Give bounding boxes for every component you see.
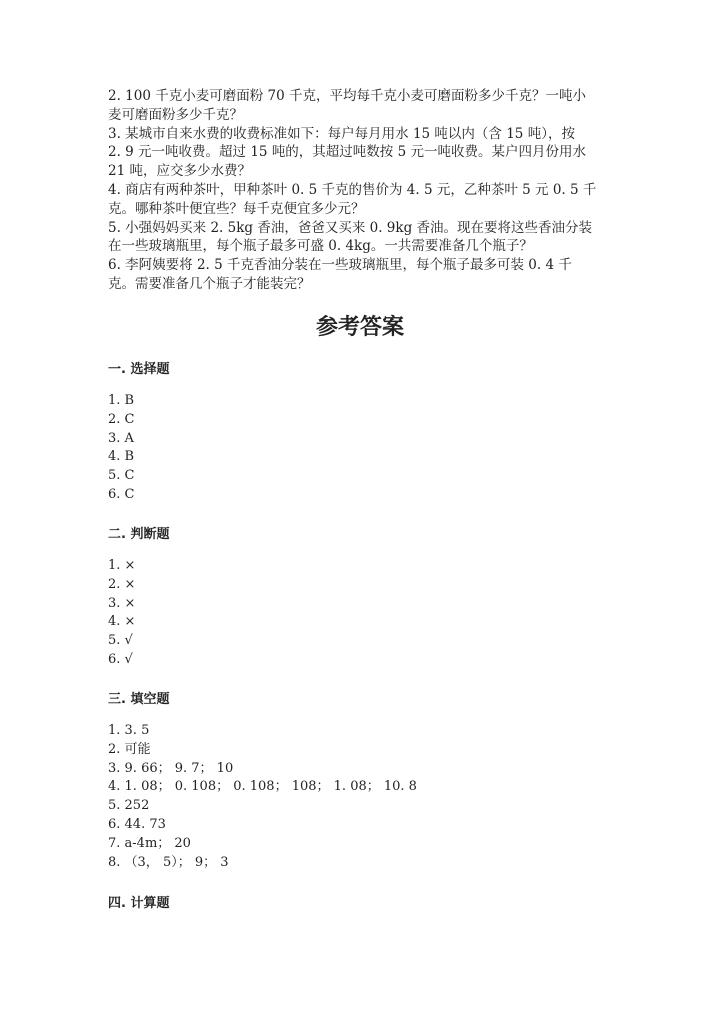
- choice-answers: [108, 392, 134, 505]
- question-line: 2. 100 千克小麦可磨面粉 70 千克，平均每千克小麦可磨面粉多少千克？一吨小: [108, 88, 586, 104]
- question-line: 5. 小强妈妈买来 2. 5kg 香油，爸爸又买来 0. 9kg 香油。现在要将这些香油分装: [108, 219, 593, 236]
- question-line: 2. 9 元一吨收费。超过 15 吨的，其超过吨数按 5 元一吨收费。某户四月份用水: [108, 144, 586, 161]
- answer-item: 2. 可能: [108, 741, 151, 757]
- question-line: 4. 商店有两种茶叶，甲种茶叶 0. 5 千克的售价为 4. 5 元，乙种茶叶 5 元 0. 5 千: [108, 181, 597, 198]
- answer-item: 3. 9. 66； 9. 7； 10: [108, 760, 234, 776]
- question-2: [108, 87, 596, 125]
- fill-blank-answers: [108, 722, 417, 872]
- section-heading-fill-blank: 三. 填空题: [108, 692, 170, 707]
- answer-item: 4. B: [108, 449, 135, 465]
- answer-item: 7. a-4m； 20: [108, 835, 191, 851]
- section-heading-choice: 一. 选择题: [108, 362, 170, 377]
- question-3: [108, 125, 596, 181]
- answer-item: 5. 252: [108, 798, 150, 814]
- answer-item: 8. （3， 5）； 9； 3: [108, 854, 229, 870]
- question-5: [108, 219, 596, 257]
- answer-item: 5. C: [108, 468, 135, 484]
- answer-item: 6. √: [108, 651, 133, 667]
- answer-item: 4. 1. 08； 0. 108； 0. 108； 108； 1. 08； 10. 8: [108, 779, 417, 795]
- question-line: 克。需要准备几个瓶子才能装完？: [108, 275, 311, 292]
- question-line: 21 吨，应交多少水费？: [108, 163, 251, 180]
- judgement-answers: [108, 557, 135, 670]
- question-line: 在一些玻璃瓶里，每个瓶子最多可盛 0. 4kg。一共需要准备几个瓶子？: [108, 238, 533, 255]
- question-6: [108, 256, 596, 294]
- answer-item: 2. C: [108, 411, 135, 427]
- answer-item: 3. A: [108, 430, 134, 446]
- answer-item: 6. C: [108, 486, 135, 502]
- section-heading-calculation: 四. 计算题: [108, 896, 170, 911]
- answer-item: 4. ×: [108, 614, 136, 630]
- answer-item: 1. 3. 5: [108, 723, 150, 738]
- question-line: 6. 李阿姨要将 2. 5 千克香油分装在一些玻璃瓶里，每个瓶子最多可装 0. 4 千: [108, 257, 572, 274]
- answer-item: 5. √: [108, 633, 133, 649]
- answer-item: 1. ×: [108, 558, 136, 573]
- question-4: [108, 181, 596, 219]
- answer-item: 3. ×: [108, 595, 136, 611]
- question-line: 3. 某城市自来水费的收费标准如下：每户每月用水 15 吨以内（含 15 吨），按: [108, 125, 575, 142]
- answer-item: 2. ×: [108, 576, 136, 592]
- answer-item: 6. 44. 73: [108, 816, 166, 832]
- section-heading-judgement: 二. 判断题: [108, 527, 170, 542]
- question-line: 克。哪种茶叶便宜些？每千克便宜多少元？: [108, 200, 365, 217]
- question-line: 麦可磨面粉多少千克？: [108, 106, 243, 123]
- answers-title: 参考答案: [315, 315, 404, 340]
- answer-item: 1. B: [108, 393, 135, 408]
- word-problems: [108, 87, 596, 294]
